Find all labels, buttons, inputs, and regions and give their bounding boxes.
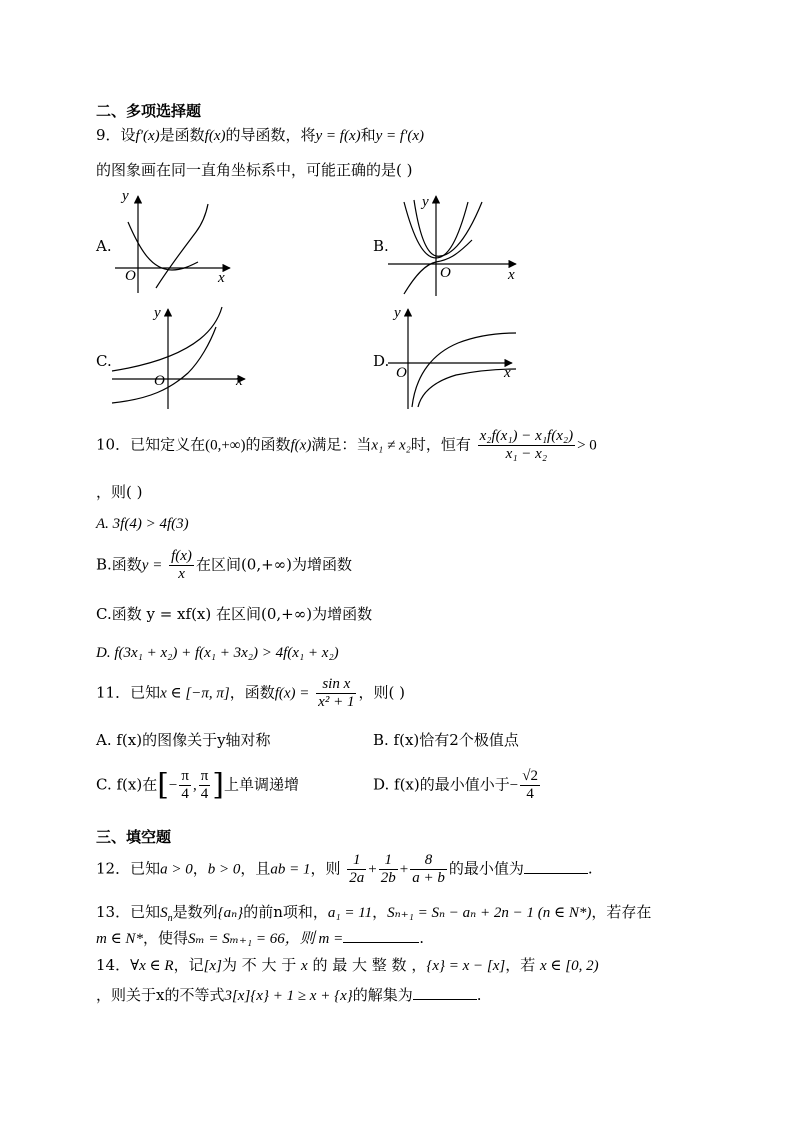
q12-then: ，则 [310,859,341,878]
q14-x: x [301,958,308,974]
q11-option-d: D. f(x)的最小值小于− $\frac{√2}{4}$ [373,768,538,802]
graph-a-y-label: y [122,190,129,204]
graph-c [110,303,250,411]
q11-option-c-frac-1 [179,768,191,803]
q10-option-c: C.函数 y = xf(x) 在区间(0,+∞)为增函数 [96,605,373,623]
question-12-line: 12．已知a > 0，b > 0，且ab = 1，则 $\frac{1}{2a}$ + $\frac{1}{2b}$ + $\frac{8}{a + b}$ 的最小值为 . [96,852,593,886]
q11-option-d-den: 4 [526,786,534,802]
graph-b-origin: O [440,265,451,281]
q14-answer-blank[interactable] [413,985,477,1000]
q10-option-b-pre: B.函数 [96,555,142,574]
question-14-line-1 [96,955,599,976]
graph-d-x-label: x [504,365,511,381]
q11-fraction [316,676,356,711]
question-10-line-1 [96,428,597,463]
q10-mid: 的函数 [245,435,291,454]
q9-text-d: 的导函数，将 [225,126,316,144]
q14-inequality: 3[x]{x} + 1 ≥ x + {x} [224,988,353,1004]
q14-floor: [x] [203,958,222,974]
q13-sn: S [160,905,168,921]
q10-denominator: x₁ − x₂ [505,446,548,462]
q11-mid: ，函数 [229,683,275,702]
graph-d-label: D. [373,352,390,370]
q10-option-b [96,548,352,583]
q12-cond-ab: ab = 1 [270,861,311,878]
q12-frac-1 [347,852,366,887]
graph-a-origin: O [125,268,136,284]
question-13-line-1: 13．已知$S_n$是数列{aₙ}的前n项和，a₁ = 11，Sₙ₊₁ = Sₙ − aₙ + 2n − 1 (n ∈ N*)，若存在 [96,903,652,924]
q12-frac-3 [410,852,447,887]
q13-m-in-n: m ∈ N* [96,931,143,947]
q13-mid1: 是数列 [172,903,218,921]
q11-option-c-pre: C. f(x)在 [96,775,158,794]
q10-option-b-y: y = [141,557,163,574]
q10-cond: 满足：当 [311,435,372,454]
q14-t4: ，若 [505,956,536,974]
q9-function: f(x) [204,128,226,144]
q11-option-c-n2: π [200,768,209,784]
q10-fx: f(x) [290,437,312,454]
graph-d-curve-lower [418,369,516,407]
q9-text-f: 和 [360,126,376,144]
q13-tail: ，若存在 [591,903,652,921]
q12-d2: 2b [380,870,396,886]
q14-pre: 14． [96,956,131,974]
q9-number: 9．设 [96,126,136,144]
section-heading-fill-in: 三、填空题 [96,828,172,846]
q12-pre: 12．已知 [96,859,161,878]
q10-gt: > 0 [577,437,597,454]
q13-sm-eq: Sₘ = Sₘ₊₁ = 66 [187,931,285,947]
q11-fx: f(x) = [274,685,310,702]
q13-m-eq: ，则 m = [284,931,344,947]
q12-cond-b: b > 0 [207,861,241,878]
q11-pre: 11．已知 [96,683,161,702]
q10-when: 时，恒有 [410,435,471,454]
q9-y-f: y = f(x) [315,128,361,144]
graph-a [110,190,240,295]
section-heading-multiple-choice: 二、多项选择题 [96,102,202,120]
q10-interval: (0,+∞) [205,437,246,454]
q12-d3: a + b [412,870,445,886]
q11-num: sin x [316,676,356,694]
q12-n3: 8 [410,852,447,870]
q11-option-d-pre: D. f(x)的最小值小于 [373,775,510,794]
q10-option-a: A. 3f(4) > 4f(3) [96,516,189,532]
q11-option-d-fraction [520,768,540,803]
q10-option-b-post: 在区间(0,+∞)为增函数 [195,555,353,574]
q13-text-b: ，使得 [142,929,188,947]
q11-option-b: B. f(x)恰有2个极值点 [373,731,519,749]
graph-c-y-label: y [154,305,161,321]
question-11-line [96,676,405,711]
q11-option-c-n1: π [181,768,189,784]
graph-b [386,190,526,298]
q9-text-b: 是函数 [159,126,205,144]
q11-option-d-num: √2 [522,768,538,784]
q11-post: ，则( ) [358,683,405,702]
q13-a1: a₁ = 11 [327,905,373,921]
graph-a-curve-2 [156,204,208,288]
q12-answer-blank[interactable] [524,859,588,874]
graph-b-y-label: y [422,194,429,210]
q11-cond: x ∈ [−π, π] [160,685,230,702]
q13-recurrence: Sₙ₊₁ = Sₙ − aₙ + 2n − 1 (n ∈ N*) [387,905,592,921]
q14-range: x ∈ [0, 2) [540,958,599,974]
q14-end: . [476,986,482,1004]
question-9-line-2: 的图象画在同一直角坐标系中，可能正确的是( ) [96,161,413,179]
q12-post: 的最小值为 [448,859,524,878]
q14-line2-a: ，则关于x的不等式 [96,986,225,1004]
q9-y-fprime: y = f′(x) [375,128,425,144]
q10-neq: x₁ ≠ x₂ [371,437,411,454]
graph-b-x-label: x [508,267,515,283]
question-9-line-1 [96,125,424,146]
q14-t1: ，记 [173,956,204,974]
graph-d-y-label: y [394,305,401,321]
q11-option-c-post: 上单调递增 [224,775,300,794]
q13-answer-blank[interactable] [343,928,419,943]
q12-cond-a: a > 0 [160,861,193,878]
graph-a-label: A. [96,237,112,255]
question-10-line-2: ，则( ) [96,483,143,501]
q13-end: . [419,929,424,947]
q11-option-c: C. f(x)在[− $\frac{\pi}{4}$ , $\frac{\pi}{4}$ ]上单调递增 [96,767,300,803]
q12-d1: 2a [349,870,365,886]
q12-n2: 1 [379,852,398,870]
q12-frac-2 [379,852,398,887]
q11-option-a: A. f(x)的图像关于y轴对称 [96,731,271,749]
q10-numerator: x₂f(x₁) − x₁f(x₂) [479,428,574,444]
graph-c-origin: O [154,373,165,389]
question-14-line-2 [96,985,482,1006]
graph-a-x-label: x [218,270,225,286]
graph-c-label: C. [96,352,112,370]
graph-b-cubic [404,240,472,294]
q14-line2-b: 的解集为 [352,986,413,1004]
graph-b-label: B. [373,237,389,255]
q14-t2: 为 不 大 于 [221,956,297,974]
q11-den: x² + 1 [318,694,355,710]
q11-option-c-d1: 4 [181,786,189,802]
q13-mid2: 的前n项和， [243,903,328,921]
q10-option-d: D. f(3x₁ + x₂) + f(x₁ + 3x₂) > 4f(x₁ + x₂) [96,645,339,661]
question-13-line-2 [96,928,424,949]
q10-option-b-fraction [169,548,194,583]
q14-forall: ∀x ∈ R [130,958,174,974]
graph-d [386,303,526,411]
q13-pre: 13．已知 [96,903,161,921]
q10-option-b-num: f(x) [171,548,192,564]
q14-frac-part: {x} = x − [x] [426,958,506,974]
q9-derivative: f′(x) [135,128,160,144]
q10-option-b-den: x [178,566,185,582]
q13-an: {aₙ} [217,905,244,921]
q10-fraction [478,428,575,463]
q12-n1: 1 [347,852,366,870]
q10-pre: 10．已知定义在 [96,435,206,454]
q11-option-c-d2: 4 [200,786,209,802]
q14-t3: 的 最 大 整 数 ， [312,956,427,974]
graph-c-curve-upper [112,307,222,371]
q11-option-c-frac-2 [199,768,211,803]
graph-d-origin: O [396,365,407,381]
graph-c-x-label: x [236,373,243,389]
